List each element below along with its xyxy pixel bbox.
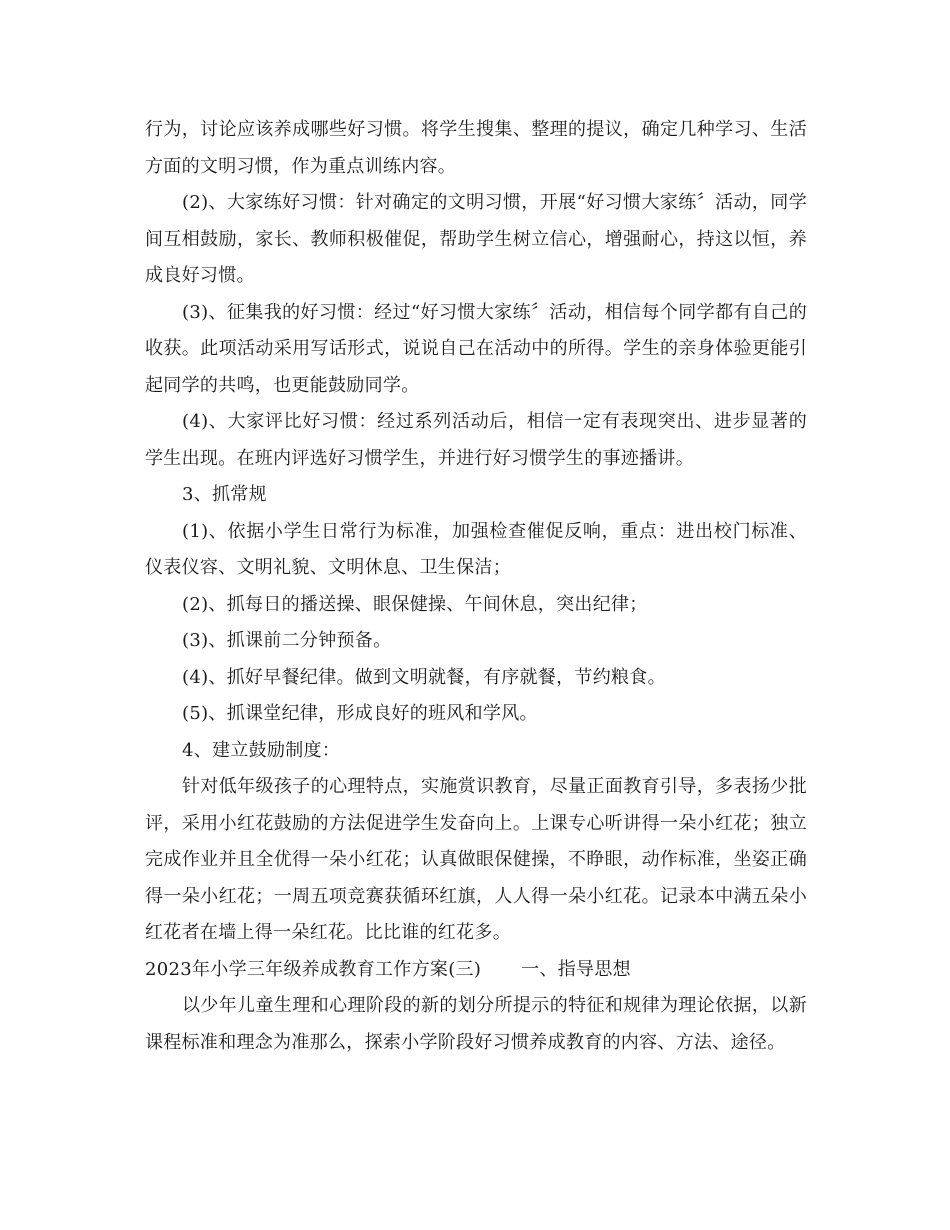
list-item-routine-2: (2)、抓每日的播送操、眼保健操、午间休息，突出纪律； bbox=[182, 593, 648, 615]
paragraph-encouragement: 针对低年级孩子的心理特点，实施赏识教育，尽量正面教育引导，多表扬少批评，采用小红花鼓励的方法促进学生发奋向上。上课专心听讲得一朵小红花；独立完成作业并且全优得一朵小红花；认真做眼保健操，不睁眼，动作标准，坐姿正确得一朵小红花；一周五项竞赛获循环红旗，人人得一朵小红花。记录本中满五朵小红花者在墙上得一朵红花。比比谁的红花多。 bbox=[145, 776, 807, 943]
list-item-routine-1: (1)、依据小学生日常行为标准，加强检查催促反响，重点：进出校门标准、仪表仪容、文明礼貌、文明休息、卫生保洁； bbox=[145, 520, 807, 578]
paragraph-collect-habits: (3)、征集我的好习惯：经过“好习惯大家练〞活动，相信每个同学都有自己的收获。此项活动采用写话形式，说说自己在活动中的所得。学生的亲身体验更能引起同学的共鸣，也更能鼓励同学。 bbox=[145, 301, 807, 396]
paragraph-guiding-idea: 以少年儿童生理和心理阶段的新的划分所提示的特征和规律为理论依据，以新课程标准和理念为准那么，探索小学阶段好习惯养成教育的内容、方法、途径。 bbox=[145, 995, 807, 1053]
section-heading-routine: 3、抓常规 bbox=[182, 484, 267, 505]
paragraph-evaluate-habits: (4)、大家评比好习惯：经过系列活动后，相信一定有表现突出、进步显著的学生出现。在班内评选好习惯学生，并进行好习惯学生的事迹播讲。 bbox=[145, 411, 807, 469]
plan-title: 2023年小学三年级养成教育工作方案(三) bbox=[145, 958, 482, 980]
document-body bbox=[145, 112, 807, 1061]
plan-section-title: 一、指导思想 bbox=[521, 958, 631, 980]
paragraph-practice-habits: (2)、大家练好习惯：针对确定的文明习惯，开展“好习惯大家练〞活动，同学间互相鼓励，家长、教师积极催促，帮助学生树立信心，增强耐心，持这以恒，养成良好习惯。 bbox=[145, 192, 807, 286]
list-item-routine-3: (3)、抓课前二分钟预备。 bbox=[182, 630, 392, 651]
paragraph-continued-habits: 行为，讨论应该养成哪些好习惯。将学生搜集、整理的提议，确定几种学习、生活方面的文明习惯，作为重点训练内容。 bbox=[145, 119, 807, 177]
list-item-routine-5: (5)、抓课堂纪律，形成良好的班风和学风。 bbox=[182, 703, 538, 724]
section-heading-encouragement: 4、建立鼓励制度： bbox=[182, 739, 341, 761]
plan-heading-line bbox=[145, 952, 807, 989]
list-item-routine-4: (4)、抓好早餐纪律。做到文明就餐，有序就餐，节约粮食。 bbox=[182, 666, 666, 688]
